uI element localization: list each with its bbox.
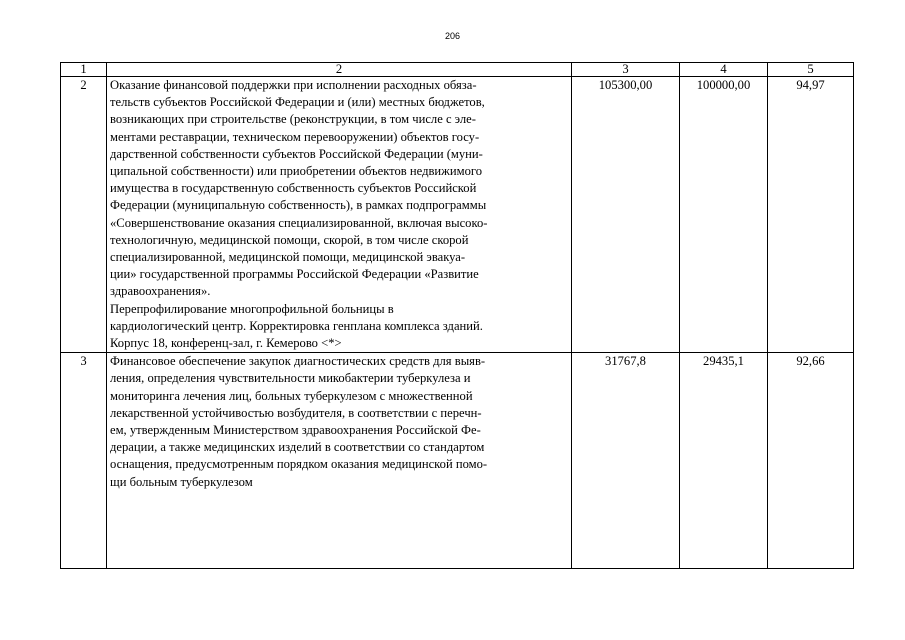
description-line: ментами реставрации, техническом перевооружении) объектов госу- bbox=[110, 129, 480, 144]
header-cell-4: 4 bbox=[680, 63, 768, 77]
budget-table bbox=[60, 62, 854, 569]
description-line: ции» государственной программы Российской Федерации «Развитие bbox=[110, 267, 479, 282]
description-line: мониторинга лечения лиц, больных туберкулезом с множественной bbox=[110, 388, 473, 403]
description-line: ления, определения чувствительности микобактерии туберкулеза и bbox=[110, 371, 471, 386]
header-cell-5: 5 bbox=[768, 63, 854, 77]
description-line: имущества в государственную собственность субъектов Российской bbox=[110, 181, 477, 196]
description-line: Оказание финансовой поддержки при исполнении расходных обяза- bbox=[110, 78, 477, 92]
description-line: щи больным туберкулезом bbox=[110, 474, 253, 489]
description-line: Финансовое обеспечение закупок диагностических средств для выяв- bbox=[110, 354, 486, 369]
description-line: здравоохранения». bbox=[110, 284, 211, 299]
row-description bbox=[107, 353, 572, 569]
description-line: кардиологический центр. Корректировка генплана комплекса зданий. bbox=[110, 318, 483, 333]
page-number: 206 bbox=[444, 31, 461, 41]
description-line: оснащения, предусмотренным порядком оказания медицинской помо- bbox=[110, 457, 488, 472]
description-line: возникающих при строительстве (реконструкции, в том числе с эле- bbox=[110, 112, 476, 127]
header-cell-3: 3 bbox=[572, 63, 680, 77]
description-line: специализированной, медицинской помощи, медицинской эвакуа- bbox=[110, 250, 466, 265]
description-line: технологичную, медицинской помощи, скорой, в том числе скорой bbox=[110, 232, 469, 247]
description-line: дарственной собственности субъектов Российской Федерации (муни- bbox=[110, 146, 483, 161]
header-cell-1: 1 bbox=[61, 63, 107, 77]
description-line: Корпус 18, конференц-зал, г. Кемерово <*> bbox=[110, 336, 342, 351]
description-line: ципальной собственности) или приобретении объектов недвижимого bbox=[110, 164, 483, 179]
row-index: 3 bbox=[61, 353, 107, 569]
row-description bbox=[107, 77, 572, 353]
row-value-col3: 105300,00 bbox=[572, 77, 680, 353]
header-cell-2: 2 bbox=[107, 63, 572, 77]
table-header-row bbox=[61, 63, 854, 77]
description-line: Перепрофилирование многопрофильной больницы в bbox=[110, 301, 394, 316]
description-line: ем, утвержденным Министерством здравоохранения Российской Фе- bbox=[110, 423, 481, 438]
row-value-col4: 29435,1 bbox=[680, 353, 768, 569]
row-value-col3: 31767,8 bbox=[572, 353, 680, 569]
row-value-col5: 92,66 bbox=[768, 353, 854, 569]
row-index: 2 bbox=[61, 77, 107, 353]
table-row bbox=[61, 77, 854, 353]
row-value-col4: 100000,00 bbox=[680, 77, 768, 353]
table-row bbox=[61, 353, 854, 569]
description-line: лекарственной устойчивостью возбудителя, в соответствии с перечн- bbox=[110, 405, 482, 420]
description-line: тельств субъектов Российской Федерации и (или) местных бюджетов, bbox=[110, 95, 485, 110]
description-line: «Совершенствование оказания специализированной, включая высоко- bbox=[110, 215, 488, 230]
description-line: дерации, а также медицинских изделий в соответствии со стандартом bbox=[110, 440, 485, 455]
description-line: Федерации (муниципальную собственность), в рамках подпрограммы bbox=[110, 198, 487, 213]
row-value-col5: 94,97 bbox=[768, 77, 854, 353]
